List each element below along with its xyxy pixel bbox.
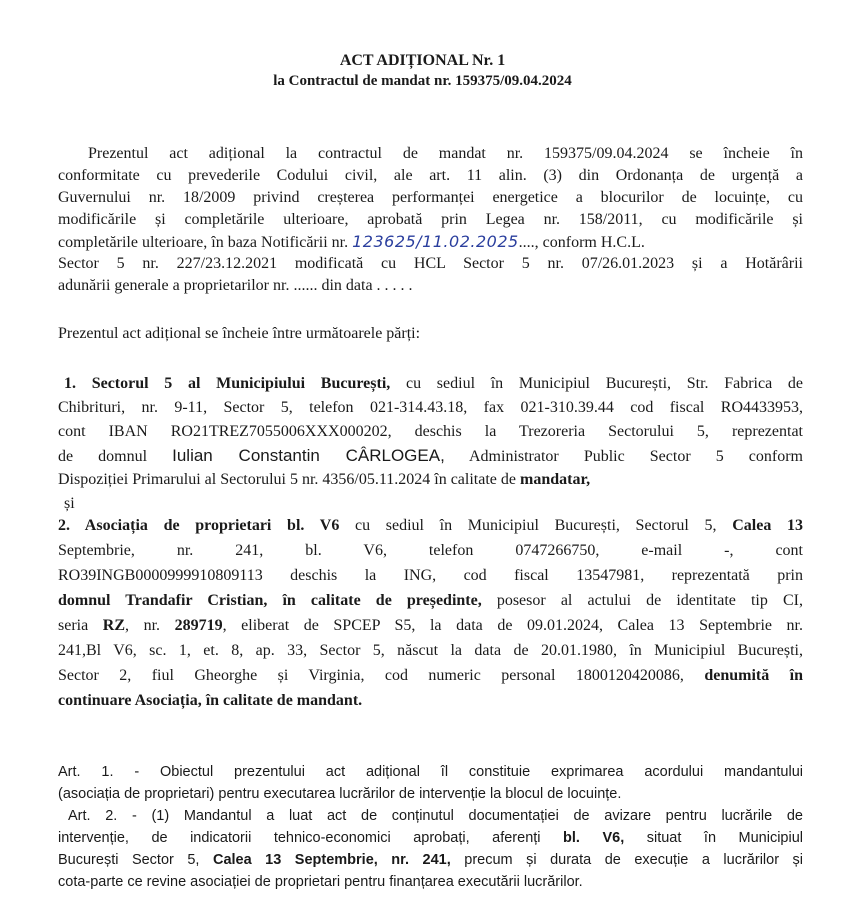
- intro-line-5-end: ...., conform H.C.L.: [518, 234, 645, 251]
- art2-line-3-a: București Sector 5,: [58, 852, 213, 868]
- party2-line-4-rest: posesor al actului de identitate tip CI,: [481, 592, 803, 609]
- handwritten-notification-number: 123625/11.02.2025: [352, 232, 519, 251]
- party2-line-7-b: denumită în: [704, 667, 803, 684]
- art2-line-2-a: intervenție, de indicatorii tehnico-economici aprobați, aferenți: [58, 830, 564, 846]
- intro-line-3: Guvernului nr. 18/2009 privind creșterea performanței energetice a blocurilor de locuințe, cu: [58, 189, 803, 206]
- party2-line-5: [58, 615, 803, 636]
- intro-line-5-start: completările ulterioare, în baza Notificării nr.: [58, 234, 349, 251]
- party1-line-4-start: de domnul: [58, 448, 173, 465]
- party2-line-5-c: , eliberat de SPCEP S5, la data de 09.01.2024, Calea 13 Septembrie nr.: [222, 617, 804, 634]
- party1-line-2: Chibrituri, nr. 9-11, Sector 5, telefon 021-314.43.18, fax 021-310.39.44 cod fiscal RO4433953,: [58, 399, 803, 416]
- parties-intro: Prezentul act adițional se încheie între următoarele părți:: [58, 325, 421, 342]
- document-subtitle: la Contractul de mandat nr. 159375/09.04.2024: [273, 73, 572, 89]
- party2-line-5-b: , nr.: [125, 617, 175, 634]
- document-title: ACT ADIȚIONAL Nr. 1: [339, 52, 506, 69]
- party2-line-8: continuare Asociația, în calitate de mandant.: [58, 692, 363, 709]
- intro-line-4: modificările și completările ulterioare, aprobată prin Legea nr. 158/2011, cu modificările și: [58, 211, 803, 228]
- art2-line-3: [58, 850, 803, 871]
- party1-role: mandatar,: [520, 471, 591, 488]
- art2-line-4: cota-parte ce revine asociației de proprietari pentru finanțarea executării lucrărilor.: [58, 874, 583, 890]
- intro-line-6: Sector 5 nr. 227/23.12.2021 modificată cu HCL Sector 5 nr. 07/26.01.2023 și a Hotărârii: [58, 255, 803, 272]
- party1-line-4: [58, 445, 803, 467]
- art1-line-2: (asociația de proprietari) pentru executarea lucrărilor de intervenție la blocul de locuințe.: [58, 786, 622, 802]
- conjunction-and: și: [64, 495, 75, 512]
- art2-line-2: [58, 828, 803, 849]
- intro-line-7: adunării generale a proprietarilor nr. ...... din data . . . . .: [58, 277, 413, 294]
- party1-representative-name: Iulian Constantin CÂRLOGEA,: [172, 446, 445, 465]
- party1-line-5: [58, 469, 590, 490]
- party2-line-7: [58, 665, 803, 686]
- party1-line-1: [64, 373, 803, 394]
- art1-line-1: Art. 1. - Obiectul prezentului act adițional îl constituie exprimarea acordului mandantului: [58, 764, 803, 780]
- party1-line-1-rest: cu sediul în Municipiul București, Str. Fabrica de: [390, 375, 804, 392]
- party2-name: 2. Asociația de proprietari bl. V6: [58, 517, 340, 534]
- intro-line-5: [58, 231, 645, 253]
- id-number: 289719: [174, 617, 223, 634]
- party2-line-5-a: seria: [58, 617, 103, 634]
- party2-line-1-mid: cu sediul în Municipiul București, Sectorul 5,: [339, 517, 733, 534]
- art2-block: bl. V6,: [563, 830, 625, 846]
- party2-line-6: 241,Bl V6, sc. 1, et. 8, ap. 33, Sector 5, născut la data de 20.01.1980, în Municipiul București,: [58, 642, 803, 659]
- intro-line-2: conformitate cu prevederile Codului civil, ale art. 11 alin. (3) din Ordonanța de urgență a: [58, 167, 803, 184]
- art2-line-1: Art. 2. - (1) Mandantul a luat act de conținutul documentației de avizare pentru lucrările de: [68, 808, 803, 824]
- party1-line-4-end: Administrator Public Sector 5 conform: [444, 448, 803, 465]
- party2-street: Calea 13: [732, 517, 803, 534]
- party2-line-7-a: Sector 2, fiul Gheorghe și Virginia, cod numeric personal 1800120420086,: [58, 667, 705, 684]
- party1-line-5-start: Dispoziției Primarului al Sectorului 5 nr. 4356/05.11.2024 în calitate de: [58, 471, 520, 488]
- art2-line-2-c: situat în Municipiul: [624, 830, 803, 846]
- party1-line-3: cont IBAN RO21TREZ7055006XXX000202, deschis la Trezoreria Sectorului 5, reprezentat: [58, 423, 803, 440]
- party2-line-3: RO39INGB0000999910809113 deschis la ING, cod fiscal 13547981, reprezentată prin: [58, 567, 803, 584]
- party1-name: 1. Sectorul 5 al Municipiului București,: [64, 375, 391, 392]
- art2-line-3-c: precum și durata de execuție a lucrărilor și: [450, 852, 804, 868]
- party2-representative: domnul Trandafir Cristian, în calitate de președinte,: [58, 592, 482, 609]
- art2-address: Calea 13 Septembrie, nr. 241,: [212, 852, 451, 868]
- intro-line-1: Prezentul act adițional la contractul de mandat nr. 159375/09.04.2024 se încheie în: [88, 145, 803, 162]
- id-series: RZ: [102, 617, 126, 634]
- party2-line-2: Septembrie, nr. 241, bl. V6, telefon 0747266750, e-mail -, cont: [58, 542, 803, 559]
- party2-line-1: [58, 515, 803, 536]
- party2-line-4: [58, 590, 803, 611]
